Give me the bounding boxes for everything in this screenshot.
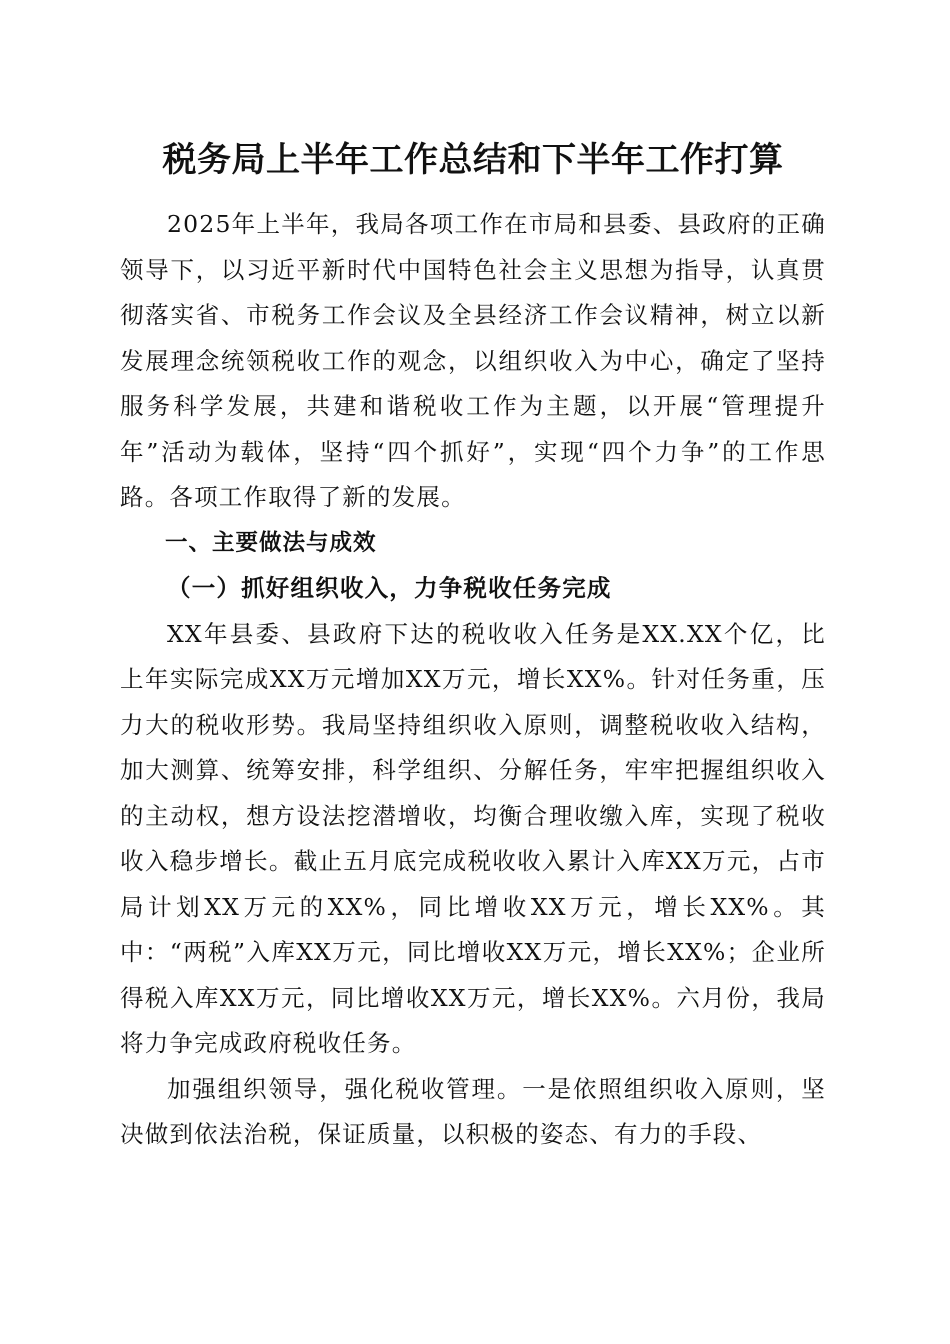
intro-paragraph: 2025年上半年，我局各项工作在市局和县委、县政府的正确领导下，以习近平新时代中国特色社会主义思想为指导，认真贯彻落实省、市税务工作会议及全县经济工作会议精神，树立以新发展理念统领税收工作的观念，以组织收入为中心，确定了坚持服务科学发展，共建和谐税收工作为主题，以开展“管理提升年”活动为载体，坚持“四个抓好”，实现“四个力争”的工作思路。各项工作取得了新的发展。 bbox=[120, 210, 826, 511]
subsection-heading: （一）抓好组织收入，力争税收任务完成 bbox=[167, 574, 612, 602]
section-heading: 一、主要做法与成效 bbox=[165, 529, 377, 556]
body-paragraph: XX年县委、县政府下达的税收收入任务是XX.XX个亿，比上年实际完成XX万元增加XX万元，增长XX%。针对任务重，压力大的税收形势。我局坚持组织收入原则，调整税收收入结构，加大测算、统筹安排，科学组织、分解任务，牢牢把握组织收入的主动权，想方设法挖潜增收，均衡合理收缴入库，实现了税收收入稳步增长。截止五月底完成税收收入累计入库XX万元，占市局计划XX万元的XX%，同比增收XX万元，增长XX%。其中：“两税”入库XX万元，同比增收XX万元，增长XX%；企业所得税入库XX万元，同比增收XX万元，增长XX%。六月份，我局将力争完成政府税收任务。 bbox=[120, 619, 826, 1057]
document-title: 税务局上半年工作总结和下半年工作打算 bbox=[162, 140, 784, 180]
document-body bbox=[120, 202, 826, 1158]
body-paragraph: 加强组织领导，强化税收管理。一是依照组织收入原则，坚决做到依法治税，保证质量，以积极的姿态、有力的手段、 bbox=[120, 1074, 826, 1148]
